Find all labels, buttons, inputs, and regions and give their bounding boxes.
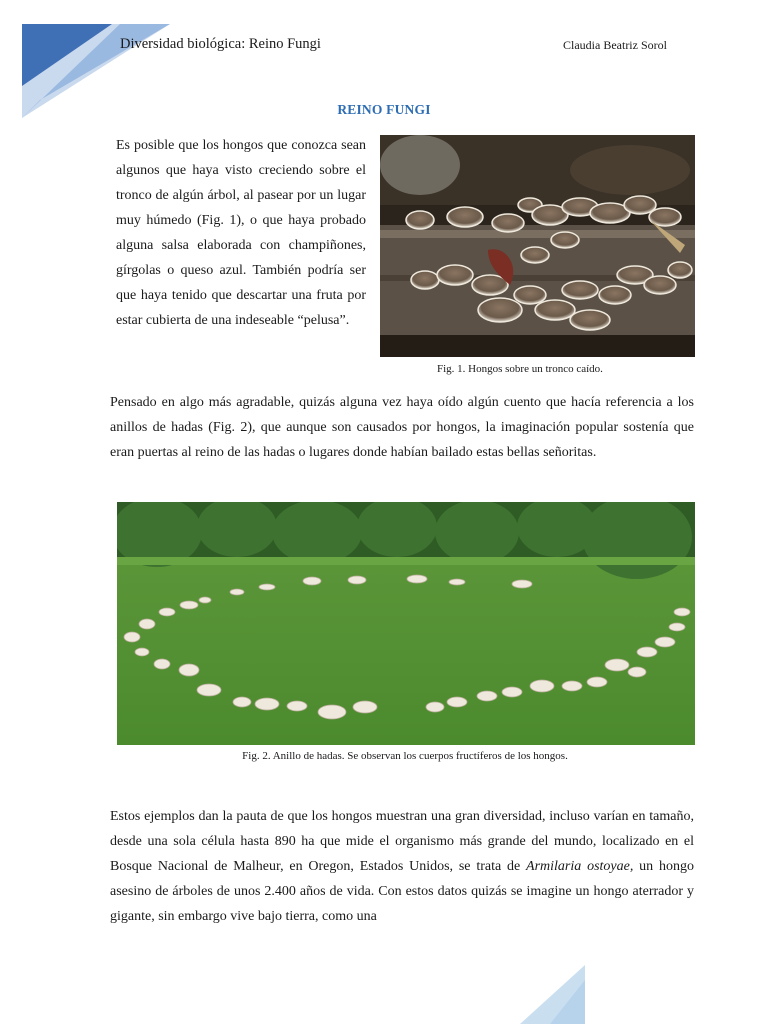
paragraph-diversity-start: Estos ejemplos dan la pauta de que los hongos muestran una gran diversidad, incluso varían en tamaño, desde una sola célula hasta 890 ha que mide el organismo más grande del mundo, localizado en el Bosque Nacional de Malheur, en Oregon, Estados Unidos, se trata de [110, 809, 694, 874]
species-name: Armilaria ostoyae, [526, 859, 634, 874]
page-title: REINO FUNGI [337, 102, 431, 117]
paragraph-diversity [110, 804, 694, 929]
header-author: Claudia Beatriz Sorol [563, 38, 667, 52]
figure-fungi-on-log [380, 135, 695, 357]
intro-paragraph: Es posible que los hongos que conozca sean algunos que haya visto creciendo sobre el tronco de algún árbol, al pasear por un lugar muy húmedo (Fig. 1), o que haya probado alguna salsa elaborada con champiñones, gírgolas o queso azul. También podría ser que haya tenido que descartar una fruta por estar cubierta de una indeseable “pelusa”. [116, 138, 366, 328]
paragraph-fairy-rings: Pensado en algo más agradable, quizás alguna vez haya oído algún cuento que hacía referencia a los anillos de hadas (Fig. 2), que aunque son causados por hongos, la imaginación popular sostenía que eran puertas al reino de las hadas o lugares donde habían bailado estas bellas señoritas. [110, 395, 694, 460]
header-document-title: Diversidad biológica: Reino Fungi [120, 36, 321, 52]
figure-2-caption: Fig. 2. Anillo de hadas. Se observan los cuerpos fructíferos de los hongos. [242, 750, 568, 762]
figure-1-caption: Fig. 1. Hongos sobre un tronco caído. [437, 363, 603, 375]
corner-decoration-bottom [510, 960, 590, 1024]
paragraph-diversity-end: un hongo asesino de árboles de unos 2.400 años de vida. Con estos datos quizás se imagine un hongo aterrador y gigante, sin embargo vive bajo tierra, como una [110, 859, 694, 924]
figure-fairy-ring [117, 502, 695, 745]
